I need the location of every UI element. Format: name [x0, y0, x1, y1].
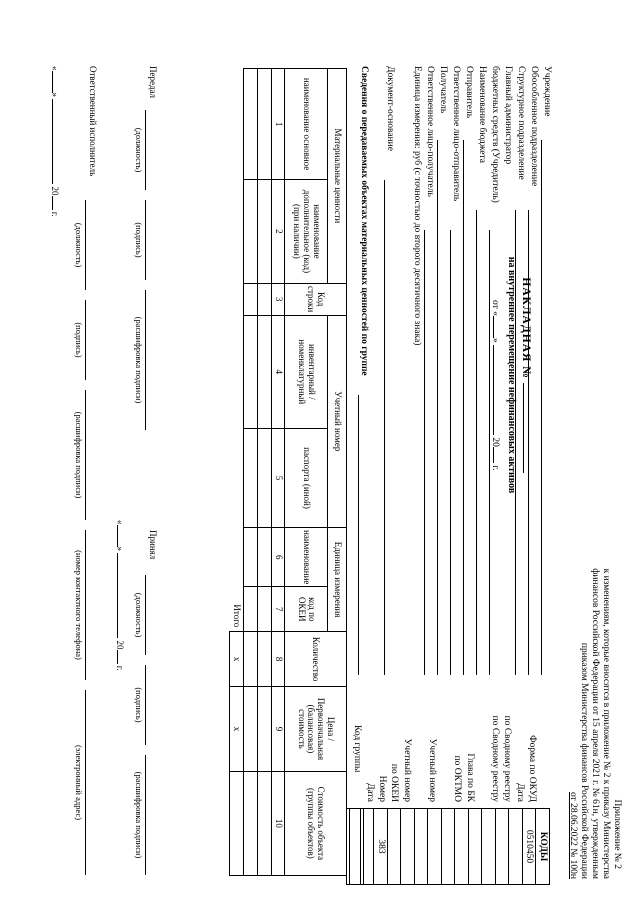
col-num-3: 3 — [272, 283, 285, 315]
label-bk: Глава по БК — [465, 753, 475, 802]
total-x-price: x — [230, 687, 244, 772]
items-table — [229, 68, 347, 876]
label-sender-person: Ответственное лицо-отправитель — [451, 66, 461, 202]
label-account-2: Учетный номер — [402, 738, 412, 802]
th-cost: Стоимость объекта (группы объектов) — [285, 771, 347, 875]
th-name-additional: наименование дополнительное (код) (при наличии) — [285, 180, 328, 283]
th-price: Цена / Первоначальная (балансовая) стоимость — [285, 687, 347, 772]
label-number: Номер — [377, 775, 387, 802]
code-blank-2 — [429, 809, 443, 884]
th-quantity: Количество — [285, 632, 347, 687]
appendix-note — [567, 549, 622, 879]
received-label: Принял — [148, 530, 158, 560]
caption-decoding-3: (расшифровка подписи) — [74, 411, 84, 499]
label-date: Дата — [515, 783, 525, 802]
code-blank-3 — [402, 809, 416, 884]
appendix-line-5: от 28.06.2022 № 100н — [568, 791, 579, 879]
total-x-quantity: x — [230, 632, 244, 687]
label-institution: Учреждение — [542, 66, 552, 117]
label-account-1: Учетный номер — [427, 738, 437, 802]
label-base-document: Документ-основание — [385, 66, 395, 151]
codes-box — [347, 808, 551, 885]
label-structural-division: Структурное подразделение — [516, 66, 526, 180]
label-unit: Единица измерения: руб (с точностью до второго десятичного знака) — [412, 66, 422, 346]
group-info-label: Сведения о передаваемых объектах материальных ценностей по группе — [359, 66, 369, 376]
code-okud: 0510450 — [523, 809, 537, 884]
col-num-10: 10 — [272, 771, 285, 875]
appendix-line-3: финансов Российской Федерации от 15 апреля 2021 г. № 61н, утвержденным — [590, 568, 601, 879]
label-budget-funds: бюджетных средств (Учредитель) — [490, 66, 500, 203]
th-unit: Единица измерения — [328, 528, 347, 632]
label-oktmo: по ОКТМО — [452, 755, 462, 802]
code-date — [510, 809, 524, 884]
label-receiver: Получатель — [438, 66, 448, 114]
col-num-4: 4 — [272, 315, 285, 428]
total-cost — [230, 771, 244, 875]
label-sender: Отправитель — [464, 66, 474, 119]
caption-position-2: (должность) — [134, 592, 144, 638]
th-passport: паспорта (иной) — [285, 428, 328, 527]
col-num-5: 5 — [272, 428, 285, 527]
code-okei: 383 — [375, 809, 389, 884]
table-total-row — [230, 69, 244, 876]
th-unit-name: наименование — [285, 528, 328, 587]
table-header-row-1 — [328, 69, 347, 876]
caption-decoding-2: (расшифровка подписи) — [134, 771, 144, 859]
code-account-2 — [388, 809, 402, 884]
label-receiver-person: Ответственное лицо-получатель — [425, 66, 435, 197]
table-number-row — [272, 69, 285, 876]
caption-decoding: (расшифровка подписи) — [134, 316, 144, 404]
appendix-line-2: к изменениям, которые вносятся в приложение № 2 к приказу Министерства — [601, 568, 612, 879]
handed-over-label: Передал — [148, 66, 158, 99]
code-account-1 — [415, 809, 429, 884]
caption-phone: (номер контактного телефона) — [74, 550, 84, 660]
label-budget-name: Наименование бюджета — [477, 66, 487, 163]
th-unit-okei: код по ОКЕИ — [285, 587, 328, 632]
col-num-6: 6 — [272, 528, 285, 587]
th-account-number: Учетный номер — [328, 315, 347, 527]
group-code-label: Код группы — [352, 725, 362, 773]
title-subheading: на внутреннее перемещение нефинансовых активов — [505, 256, 517, 494]
appendix-line-4: приказом Министерства финансов Российской Федерации — [579, 642, 590, 879]
th-material-values: Материальные ценности — [328, 69, 347, 284]
col-num-9: 9 — [272, 687, 285, 772]
th-name-basic: наименование основное — [285, 69, 328, 180]
table-row — [258, 69, 272, 876]
label-separate-division: Обособленное подразделение — [529, 66, 539, 187]
th-row-code: Код строки — [285, 283, 347, 315]
code-svod-1 — [496, 809, 510, 884]
label-okud: Форма по ОКУД — [527, 735, 537, 802]
caption-signature-3: (подпись) — [74, 322, 84, 358]
responsible-date: «» 20 г. — [50, 66, 60, 217]
caption-email: (электронный адрес) — [74, 744, 84, 821]
responsible-label: Ответственный исполнитель — [88, 66, 98, 177]
col-num-8: 8 — [272, 632, 285, 687]
caption-signature: (подпись) — [134, 222, 144, 258]
document-date: от «» 20 г. — [490, 300, 500, 471]
appendix-line-1: Приложение № 2 — [612, 799, 622, 869]
th-inventory: инвентарный / номенклатурный — [285, 315, 328, 428]
col-num-1: 1 — [272, 69, 285, 180]
caption-signature-2: (подпись) — [134, 687, 144, 723]
label-chief-admin: Главный администратор — [503, 66, 513, 165]
total-label: Итого — [232, 604, 243, 628]
code-bk — [456, 809, 470, 884]
codes-header: КОДЫ — [538, 831, 548, 862]
received-date: «» 20 г. — [115, 520, 125, 671]
code-svod-2 — [483, 809, 497, 884]
code-blank-1 — [469, 809, 483, 884]
col-num-7: 7 — [272, 587, 285, 632]
label-svod-1: по Сводному реестру — [502, 715, 512, 802]
title-heading: НАКЛАДНАЯ № — [519, 210, 532, 540]
label-doc-date: Дата — [365, 783, 375, 802]
table-row — [244, 69, 258, 876]
label-svod-2: по Сводному реестру — [490, 715, 500, 802]
caption-position: (должность) — [134, 127, 144, 173]
col-num-2: 2 — [272, 180, 285, 283]
group-code-box — [349, 808, 364, 885]
label-okei: по ОКЕИ — [389, 763, 399, 802]
code-oktmo — [442, 809, 456, 884]
caption-position-3: (должность) — [74, 222, 84, 268]
